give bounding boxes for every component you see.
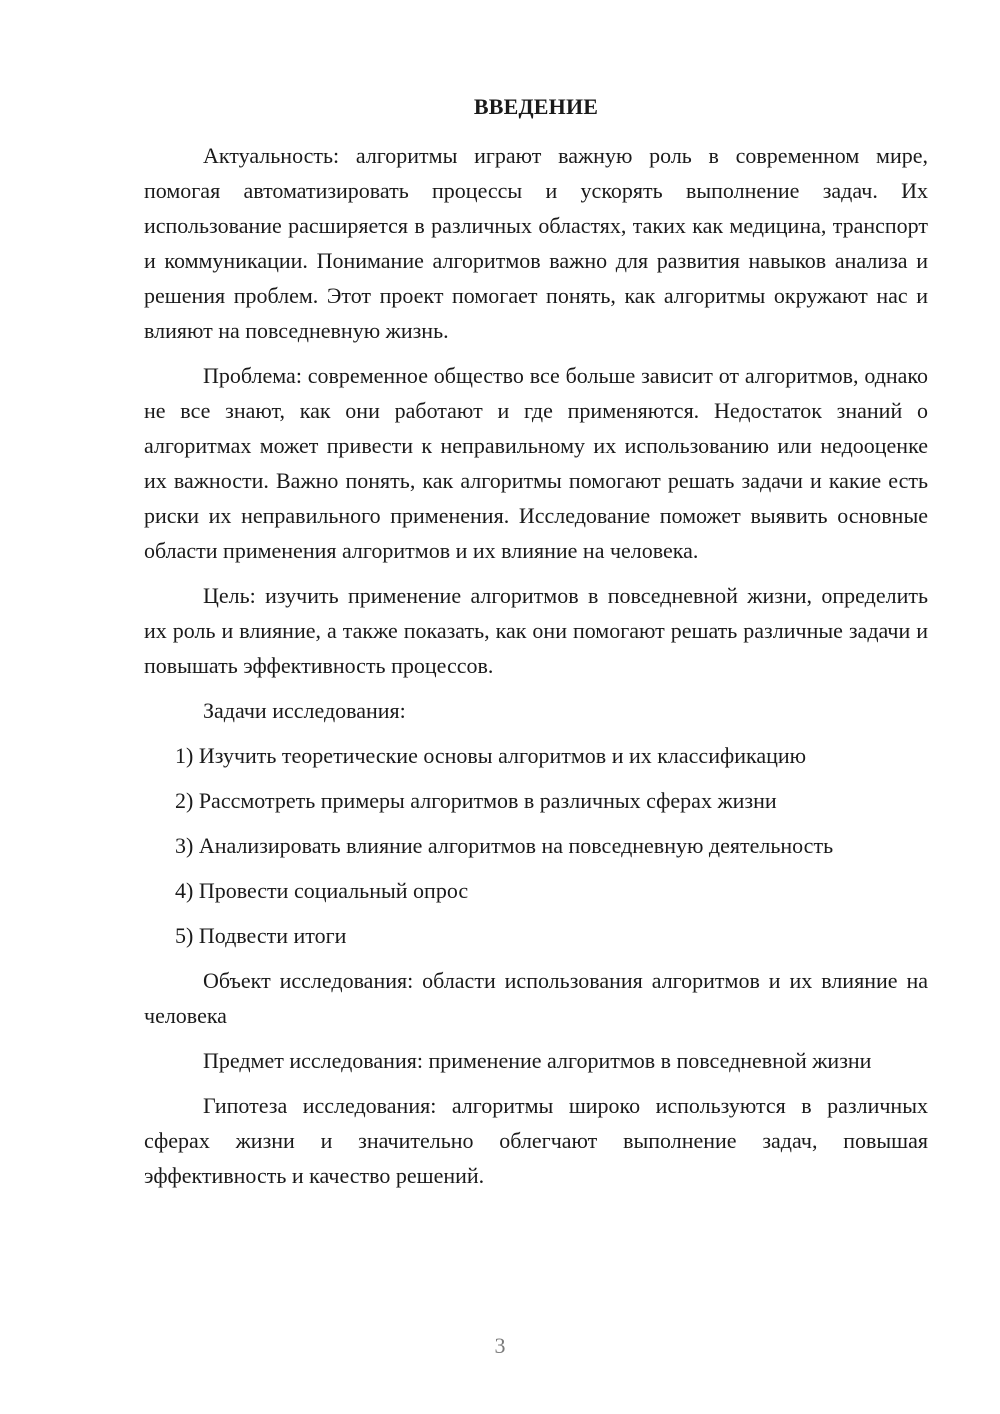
- object-paragraph: Объект исследования: области использования алгоритмов и их влияние на человека: [144, 968, 928, 1028]
- relevance-paragraph: Актуальность: алгоритмы играют важную роль в современном мире, помогая автоматизировать процессы и ускорять выполнение задач. Их использование расширяется в различных областях, таких как медицина, транспорт и коммуникации. Понимание алгоритмов важно для развития навыков анализа и решения проблем. Этот проект помогает понять, как алгоритмы окружают нас и влияют на повседневную жизнь.: [144, 143, 928, 343]
- list-item: 3) Анализировать влияние алгоритмов на повседневную деятельность: [175, 833, 834, 858]
- list-item: 2) Рассмотреть примеры алгоритмов в различных сферах жизни: [175, 788, 777, 813]
- section-title: ВВЕДЕНИЕ: [473, 94, 599, 119]
- hypothesis-paragraph: Гипотеза исследования: алгоритмы широко используются в различных сферах жизни и значительно облегчают выполнение задач, повышая эффективность и качество решений.: [144, 1093, 928, 1188]
- page-number: 3: [494, 1333, 506, 1358]
- document-page: [144, 94, 928, 1203]
- list-item: 5) Подвести итоги: [175, 923, 347, 948]
- goal-paragraph: Цель: изучить применение алгоритмов в повседневной жизни, определить их роль и влияние, а также показать, как они помогают решать различные задачи и повышать эффективность процессов.: [144, 583, 928, 678]
- list-item: 4) Провести социальный опрос: [175, 878, 469, 903]
- tasks-list: [144, 738, 928, 953]
- problem-paragraph: Проблема: современное общество все больше зависит от алгоритмов, однако не все знают, как они работают и где применяются. Недостаток знаний о алгоритмах может привести к неправильному их использованию или недооценке их важности. Важно понять, как алгоритмы помогают решать задачи и какие есть риски их неправильного применения. Исследование поможет выявить основные области применения алгоритмов и их влияние на человека.: [144, 363, 928, 563]
- list-item: 1) Изучить теоретические основы алгоритмов и их классификацию: [175, 743, 807, 768]
- tasks-heading: Задачи исследования:: [203, 698, 406, 723]
- subject-paragraph: Предмет исследования: применение алгоритмов в повседневной жизни: [203, 1048, 872, 1073]
